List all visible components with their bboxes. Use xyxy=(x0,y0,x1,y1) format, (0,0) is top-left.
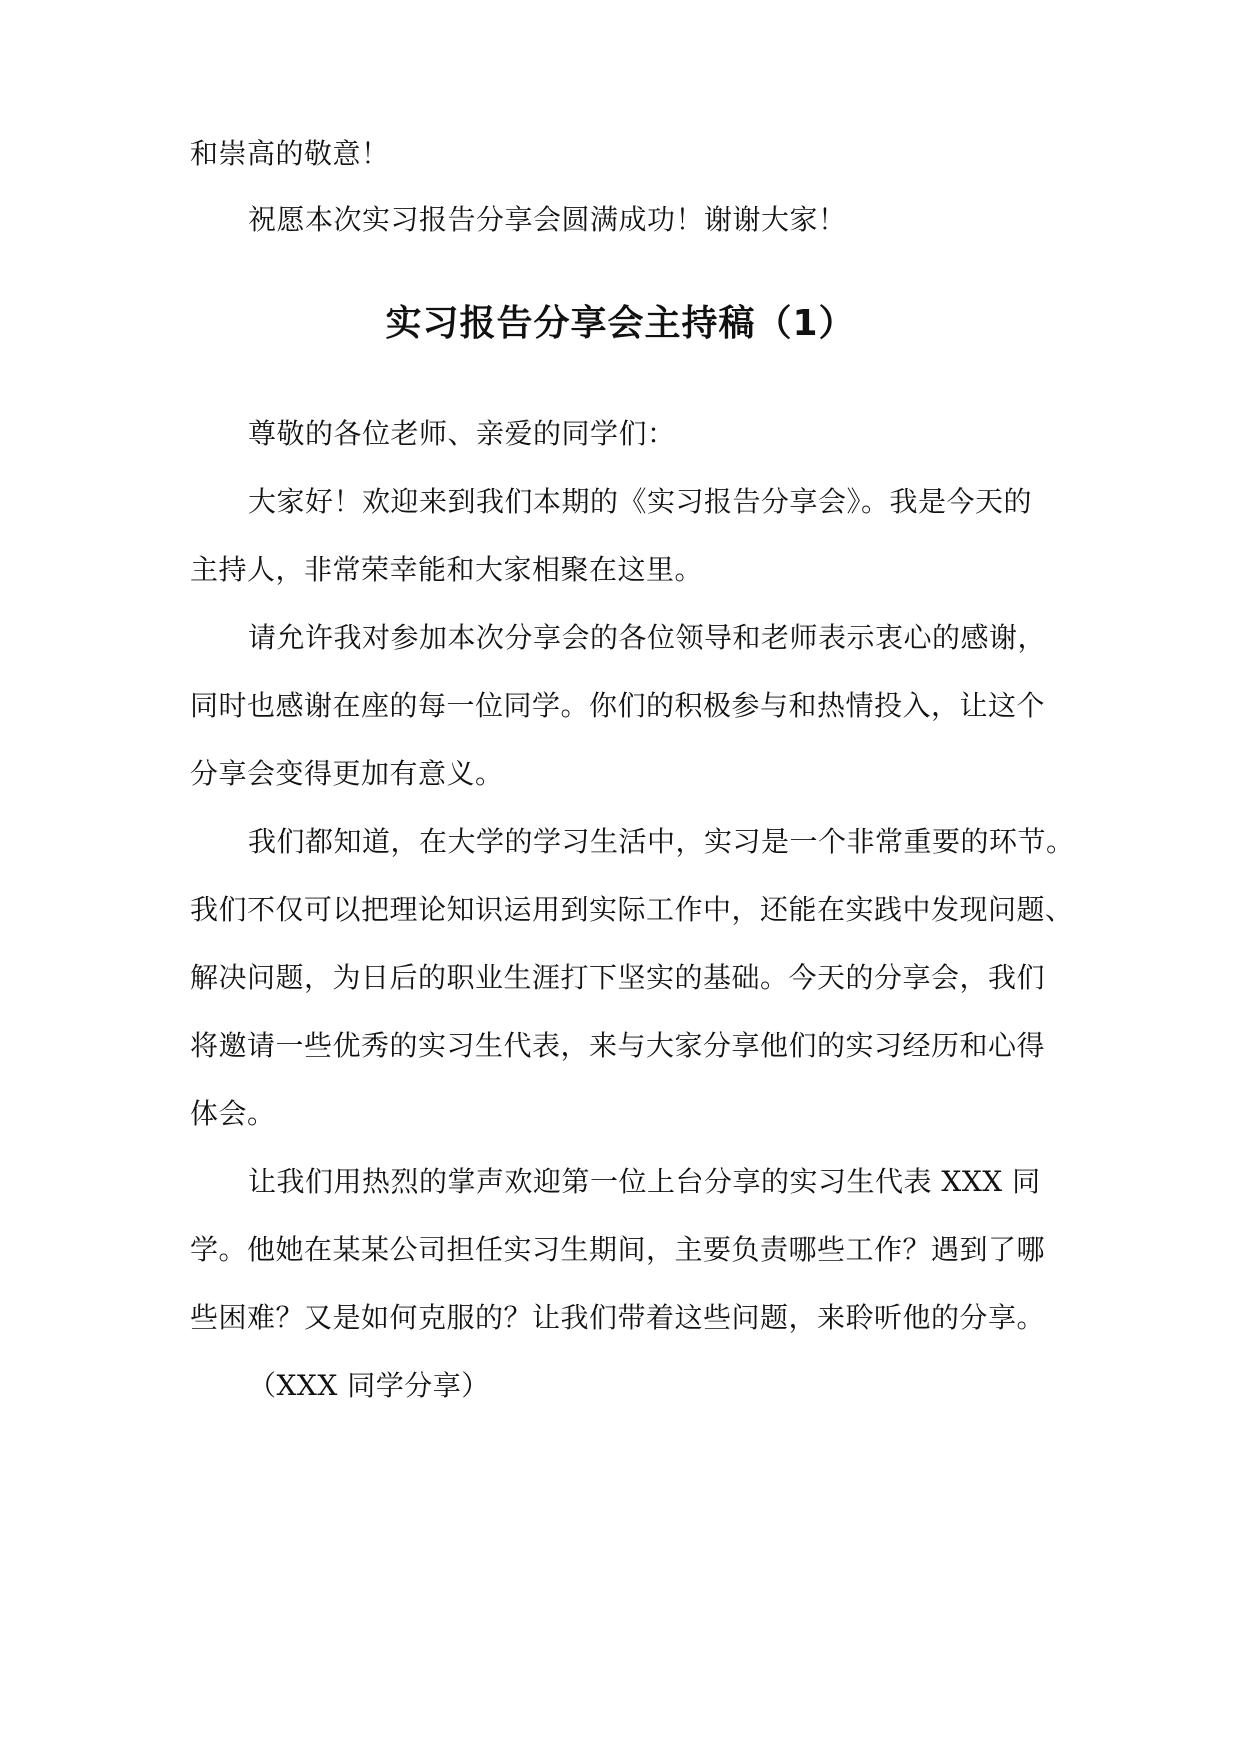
stage-direction-line: （XXX 同学分享） xyxy=(248,1369,490,1402)
paragraph-line: 体会。 xyxy=(190,1097,276,1130)
paragraph-line: 同时也感谢在座的每一位同学。你们的积极参与和热情投入，让这个 xyxy=(190,689,1046,722)
paragraph-line: 学。他她在某某公司担任实习生期间，主要负责哪些工作？遇到了哪 xyxy=(190,1233,1046,1266)
paragraph-line: 我们都知道，在大学的学习生活中，实习是一个非常重要的环节。 xyxy=(248,825,1075,858)
document-title: 实习报告分享会主持稿（1） xyxy=(385,303,856,344)
paragraph-line: 解决问题，为日后的职业生涯打下坚实的基础。今天的分享会，我们 xyxy=(190,961,1046,994)
paragraph-line: 大家好！欢迎来到我们本期的《实习报告分享会》。我是今天的 xyxy=(248,485,1033,518)
paragraph-line: 和崇高的敬意！ xyxy=(190,137,390,170)
paragraph-line: 将邀请一些优秀的实习生代表，来与大家分享他们的实习经历和心得 xyxy=(190,1029,1046,1062)
paragraph-line: 主持人，非常荣幸能和大家相聚在这里。 xyxy=(190,553,704,586)
paragraph-line: 请允许我对参加本次分享会的各位领导和老师表示衷心的感谢， xyxy=(248,621,1047,654)
paragraph-line: 些困难？又是如何克服的？让我们带着这些问题，来聆听他的分享。 xyxy=(190,1301,1046,1334)
paragraph-line: 分享会变得更加有意义。 xyxy=(190,757,504,790)
paragraph-line: 让我们用热烈的掌声欢迎第一位上台分享的实习生代表 XXX 同 xyxy=(248,1165,1041,1198)
salutation-line: 尊敬的各位老师、亲爱的同学们： xyxy=(248,417,676,450)
paragraph-line: 祝愿本次实习报告分享会圆满成功！谢谢大家！ xyxy=(248,203,847,236)
paragraph-line: 我们不仅可以把理论知识运用到实际工作中，还能在实践中发现问题、 xyxy=(190,893,1074,926)
